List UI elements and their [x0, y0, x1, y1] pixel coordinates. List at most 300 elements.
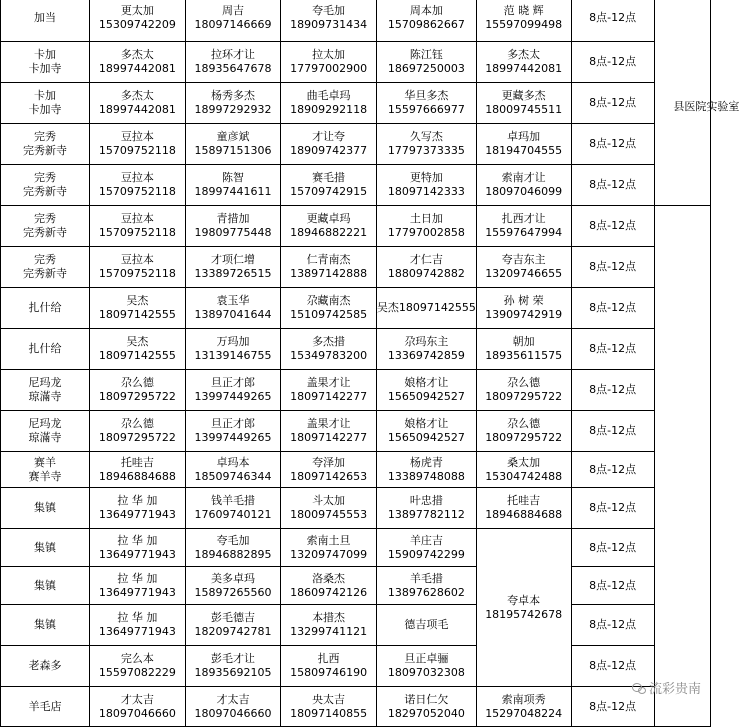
table-row [1, 687, 711, 727]
person-cell [281, 165, 377, 206]
person-phone: 13997449265 [194, 431, 272, 444]
person-phone: 15909742299 [387, 547, 465, 561]
person-phone: 15709752118 [98, 144, 176, 157]
location-cell [1, 83, 90, 124]
person-cell [376, 165, 476, 206]
table-row [1, 605, 711, 646]
person-cell [476, 370, 571, 411]
time-cell: 8点-12点 [571, 247, 654, 288]
person-name: 豆拉本 [120, 130, 154, 143]
person-phone: 18946884688 [98, 469, 176, 483]
person-cell [376, 567, 476, 605]
person-name: 陈智 [221, 171, 244, 184]
time-cell: 8点-12点 [571, 488, 654, 529]
person-name: 彭毛才让 [210, 652, 255, 665]
person-cell [281, 646, 377, 687]
person-phone: 13209747099 [290, 547, 368, 561]
person-phone: 18009745553 [290, 508, 368, 521]
person-name: 朝加 [512, 335, 535, 348]
location-text: 赛羊 [34, 455, 57, 469]
person-phone: 18097146669 [194, 18, 272, 31]
person-cell [185, 646, 281, 687]
person-name: 德吉项毛 [404, 618, 449, 631]
person-name: 豆拉本 [120, 253, 154, 266]
person-phone: 15709742915 [290, 185, 368, 198]
person-cell [376, 605, 476, 646]
person-name: 洛桑杰 [312, 571, 346, 585]
person-phone: 18997442081 [98, 103, 176, 116]
person-name: 娘格才让 [404, 417, 449, 430]
person-phone: 18097295722 [98, 431, 176, 444]
person-phone: 18935611575 [485, 349, 563, 362]
person-phone: 18935647678 [194, 62, 272, 75]
person-phone: 18297052040 [387, 706, 465, 720]
person-phone: 13209746655 [485, 267, 563, 280]
person-cell [185, 83, 281, 124]
person-cell [90, 206, 186, 247]
person-name: 更藏多杰 [501, 89, 546, 102]
person-name: 斗太加 [312, 494, 346, 507]
person-name: 尕么德 [507, 417, 541, 430]
person-cell [281, 247, 377, 288]
person-cell [185, 0, 281, 42]
person-cell [476, 329, 571, 370]
person-phone: 15597647994 [485, 226, 563, 239]
location-text: 集镇 [34, 501, 57, 514]
person-cell [476, 206, 571, 247]
side-label-cell [654, 0, 739, 206]
person-name: 夸卓本 [507, 593, 541, 607]
person-cell [185, 488, 281, 529]
table-row [1, 288, 711, 329]
location-text: 卡加寺 [28, 103, 62, 116]
person-phone: 15309742209 [98, 18, 176, 31]
person-cell [476, 247, 571, 288]
person-name: 土日加 [409, 212, 443, 225]
person-phone: 15597666977 [387, 103, 465, 116]
person-name: 旦正卓骊 [404, 652, 449, 665]
person-name: 央太吉 [312, 692, 346, 706]
person-name: 豆拉本 [120, 212, 154, 225]
person-cell [476, 452, 571, 488]
person-cell [476, 411, 571, 452]
person-cell [476, 687, 571, 727]
person-name: 托哇吉 [120, 455, 154, 469]
table-row [1, 488, 711, 529]
person-phone: 19809775448 [194, 226, 272, 239]
person-cell [90, 83, 186, 124]
table-row [1, 529, 711, 567]
person-cell [281, 42, 377, 83]
location-text: 加当 [34, 11, 57, 24]
person-cell [476, 83, 571, 124]
person-cell [90, 488, 186, 529]
table-row [1, 83, 711, 124]
location-cell [1, 687, 90, 727]
person-phone: 18909742377 [290, 144, 368, 157]
person-name: 夸毛加 [216, 533, 250, 547]
person-cell [376, 42, 476, 83]
person-cell [281, 370, 377, 411]
person-phone: 18097046660 [194, 706, 272, 720]
person-cell [376, 646, 476, 687]
time-cell: 8点-12点 [571, 411, 654, 452]
person-cell [376, 488, 476, 529]
person-cell [185, 452, 281, 488]
person-cell [185, 247, 281, 288]
location-cell [1, 452, 90, 488]
table-row [1, 370, 711, 411]
person-name: 华旦多杰 [404, 89, 449, 102]
person-cell [90, 165, 186, 206]
time-cell: 8点-12点 [571, 529, 654, 567]
person-phone: 15650942527 [387, 431, 465, 444]
time-cell: 8点-12点 [571, 567, 654, 605]
person-name: 更太加 [120, 4, 154, 17]
person-name: 夸吉东主 [501, 253, 546, 266]
location-text: 赛羊寺 [28, 469, 62, 483]
location-text: 完秀新寺 [23, 226, 68, 239]
location-cell [1, 247, 90, 288]
person-name: 拉环才让 [210, 48, 255, 61]
person-phone: 18097142277 [290, 390, 368, 403]
person-name: 旦正才郎 [210, 376, 255, 389]
person-cell [376, 329, 476, 370]
time-cell: 8点-12点 [571, 165, 654, 206]
person-cell [281, 567, 377, 605]
person-cell [281, 529, 377, 567]
person-name: 扎西 [317, 652, 340, 665]
person-name: 范 晓 辉 [503, 4, 544, 17]
person-cell [376, 452, 476, 488]
person-cell [185, 687, 281, 727]
person-cell [281, 488, 377, 529]
person-phone: 13369742859 [387, 349, 465, 362]
person-cell [281, 411, 377, 452]
person-cell [90, 42, 186, 83]
location-text: 卡加 [34, 89, 57, 102]
person-name: 更藏卓玛 [306, 212, 351, 225]
person-name: 卓玛本 [216, 455, 250, 469]
person-cell [185, 411, 281, 452]
person-name: 盖果才让 [306, 376, 351, 389]
person-phone: 13649771943 [98, 585, 176, 599]
person-cell [185, 329, 281, 370]
person-cell [185, 42, 281, 83]
person-phone: 15809746190 [290, 666, 368, 679]
person-phone: 18097142333 [387, 185, 465, 198]
person-name: 多杰太 [120, 89, 154, 102]
person-phone: 18097295722 [98, 390, 176, 403]
person-phone: 15304742488 [485, 469, 563, 483]
person-name: 尕么德 [120, 376, 154, 389]
person-cell [90, 529, 186, 567]
person-cell [376, 206, 476, 247]
person-phone: 13997449265 [194, 390, 272, 403]
person-phone: 18997441611 [194, 185, 272, 198]
person-name: 托哇吉 [507, 494, 541, 507]
person-cell [90, 452, 186, 488]
person-phone: 15709752118 [98, 267, 176, 280]
person-phone: 13649771943 [98, 625, 176, 638]
person-name: 桑太加 [507, 455, 541, 469]
person-cell [376, 529, 476, 567]
person-phone: 18009745511 [485, 103, 563, 116]
person-cell [281, 83, 377, 124]
person-phone: 13299741121 [290, 625, 368, 638]
person-cell [185, 206, 281, 247]
person-cell [185, 567, 281, 605]
person-phone: 18194704555 [485, 144, 563, 157]
person-phone: 13897142888 [290, 267, 368, 280]
person-phone: 18097140855 [290, 706, 368, 720]
time-cell: 8点-12点 [571, 42, 654, 83]
location-cell [1, 529, 90, 567]
person-phone: 15109742585 [290, 308, 368, 321]
person-cell [281, 687, 377, 727]
person-name: 盖果才让 [306, 417, 351, 430]
person-name: 完么本 [120, 652, 154, 665]
person-name: 卓玛加 [507, 130, 541, 143]
person-phone: 18609742126 [290, 585, 368, 599]
person-cell [476, 124, 571, 165]
location-text: 尼玛龙 [28, 417, 62, 430]
location-text: 完秀新寺 [23, 185, 68, 198]
location-cell [1, 288, 90, 329]
location-cell [1, 329, 90, 370]
person-phone: 18946882221 [290, 226, 368, 239]
table-row [1, 567, 711, 605]
person-cell [376, 370, 476, 411]
person-cell [376, 288, 476, 329]
location-text: 集镇 [34, 618, 57, 631]
person-cell [476, 288, 571, 329]
person-phone: 17797373335 [387, 144, 465, 157]
person-name: 周本加 [409, 4, 443, 17]
location-cell [1, 206, 90, 247]
location-text: 卡加 [34, 48, 57, 61]
side-blank-cell [654, 206, 710, 727]
location-cell [1, 488, 90, 529]
person-name: 娘格才让 [404, 376, 449, 389]
person-phone: 18097142555 [98, 308, 176, 321]
watermark [632, 678, 701, 697]
location-cell [1, 411, 90, 452]
person-phone: 18097295722 [485, 390, 563, 403]
time-cell: 8点-12点 [571, 0, 654, 42]
person-name: 更特加 [409, 171, 443, 184]
time-cell: 8点-12点 [571, 288, 654, 329]
person-phone: 18909731434 [290, 18, 368, 31]
person-name: 拉 华 加 [117, 611, 158, 624]
person-name: 豆拉本 [120, 171, 154, 184]
person-name: 才项仁增 [210, 253, 255, 266]
person-cell [376, 124, 476, 165]
person-cell [90, 370, 186, 411]
location-cell [1, 370, 90, 411]
person-cell [476, 488, 571, 529]
person-name: 索南才让 [501, 171, 546, 184]
time-cell: 8点-12点 [571, 370, 654, 411]
location-text: 完秀新寺 [23, 144, 68, 157]
person-cell [376, 411, 476, 452]
person-phone: 13649771943 [98, 508, 176, 521]
person-phone: 18097032308 [387, 666, 465, 679]
person-name: 本措杰 [312, 611, 346, 624]
person-name: 钱羊毛措 [210, 494, 255, 507]
person-phone: 13897782112 [387, 508, 465, 521]
person-cell [476, 42, 571, 83]
table-row [1, 206, 711, 247]
location-text: 完秀 [34, 171, 57, 184]
person-name: 扎西才让 [501, 212, 546, 225]
person-name: 赛毛措 [312, 171, 346, 184]
person-name: 拉 华 加 [117, 533, 158, 547]
person-cell [376, 687, 476, 727]
person-phone: 15349783200 [290, 349, 368, 362]
person-phone: 18946882895 [194, 547, 272, 561]
person-name: 尕么德 [120, 417, 154, 430]
location-text: 集镇 [34, 540, 57, 554]
table-row [1, 124, 711, 165]
person-cell [476, 165, 571, 206]
person-phone: 18997442081 [98, 62, 176, 75]
person-name: 孙 树 荣 [503, 294, 544, 307]
person-phone: 13139146755 [194, 349, 272, 362]
person-name: 杨秀多杰 [210, 89, 255, 102]
person-phone: 17609740121 [194, 508, 272, 521]
wechat-icon [632, 682, 646, 694]
person-cell [90, 124, 186, 165]
table-row [1, 0, 711, 42]
location-text: 完秀 [34, 130, 57, 143]
person-phone: 18809742882 [387, 267, 465, 280]
person-cell [281, 206, 377, 247]
person-name: 拉 华 加 [117, 494, 158, 507]
table-row [1, 165, 711, 206]
person-phone: 18097142653 [290, 469, 368, 483]
person-name: 多杰太 [507, 48, 541, 61]
person-phone: 15709752118 [98, 226, 176, 239]
location-cell [1, 0, 90, 42]
person-phone: 15597099498 [485, 18, 563, 31]
person-phone: 15597082229 [98, 666, 176, 679]
table-row [1, 646, 711, 687]
person-name: 彭毛德吉 [210, 611, 255, 624]
person-cell [90, 567, 186, 605]
side-label: 县医院实验室 [673, 100, 739, 113]
person-name: 旦正才郎 [210, 417, 255, 430]
location-cell [1, 42, 90, 83]
table-row [1, 411, 711, 452]
time-cell: 8点-12点 [571, 206, 654, 247]
time-cell: 8点-12点 [571, 605, 654, 646]
person-phone: 13897041644 [194, 308, 272, 321]
person-cell [281, 452, 377, 488]
person-cell [376, 247, 476, 288]
person-phone: 18097142555 [98, 349, 176, 362]
person-phone: 13909742919 [485, 308, 563, 321]
person-cell [281, 124, 377, 165]
person-name: 索南土旦 [306, 533, 351, 547]
location-text: 老森多 [28, 659, 62, 672]
person-phone: 17797002900 [290, 62, 368, 75]
person-phone: 18097046099 [485, 185, 563, 198]
person-phone: 18935692105 [194, 666, 272, 679]
location-cell [1, 646, 90, 687]
person-phone: 13389726515 [194, 267, 272, 280]
person-name: 袁玉华 [216, 294, 250, 307]
person-name: 万玛加 [216, 335, 250, 348]
time-cell: 8点-12点 [571, 124, 654, 165]
person-phone: 15650942527 [387, 390, 465, 403]
person-phone: 18097142277 [290, 431, 368, 444]
table-row [1, 452, 711, 488]
person-name: 才太吉 [120, 692, 154, 706]
watermark-text: 流彩贵南 [648, 682, 701, 697]
location-text: 集镇 [34, 578, 57, 592]
person-phone: 18697250003 [387, 62, 465, 75]
person-cell [90, 0, 186, 42]
person-name: 拉太加 [312, 48, 346, 61]
person-name: 尕么德 [507, 376, 541, 389]
person-name: 索南项秀 [501, 692, 546, 706]
person-cell [281, 0, 377, 42]
person-cell [90, 288, 186, 329]
person-name: 夸泽加 [312, 455, 346, 469]
person-phone: 18195742678 [485, 607, 563, 621]
person-phone: 13649771943 [98, 547, 176, 561]
person-cell [281, 605, 377, 646]
person-phone: 15709862667 [387, 18, 465, 31]
person-name: 多杰太 [120, 48, 154, 61]
person-phone: 18509746344 [194, 469, 272, 483]
time-cell: 8点-12点 [571, 329, 654, 370]
person-name: 尕玛东主 [404, 335, 449, 348]
person-name: 才仁吉 [409, 253, 443, 266]
person-cell [281, 288, 377, 329]
person-phone: 18909292118 [290, 103, 368, 116]
time-cell: 8点-12点 [571, 646, 654, 687]
location-text: 完秀 [34, 253, 57, 266]
table-row [1, 329, 711, 370]
person-name: 多杰措 [312, 335, 346, 348]
person-name: 美多卓玛 [210, 571, 255, 585]
table-row [1, 247, 711, 288]
person-phone: 18209742781 [194, 625, 272, 638]
location-cell [1, 567, 90, 605]
time-cell: 8点-12点 [571, 83, 654, 124]
person-name: 羊庄吉 [409, 533, 443, 547]
person-name: 才让夸 [312, 130, 346, 143]
location-text: 完秀 [34, 212, 57, 225]
location-cell [1, 605, 90, 646]
person-cell [185, 288, 281, 329]
location-text: 琼滿寺 [28, 390, 62, 403]
person-phone: 15709752118 [98, 185, 176, 198]
person-cell [281, 329, 377, 370]
person-name: 吴杰 [126, 335, 149, 348]
person-name: 吴杰 [126, 294, 149, 307]
person-cell [376, 0, 476, 42]
person-phone: 15297048224 [485, 706, 563, 720]
person-phone: 18997292932 [194, 103, 272, 116]
person-phone: 15897151306 [194, 144, 272, 157]
time-cell: 8点-12点 [571, 452, 654, 488]
person-name: 尕藏南杰 [306, 294, 351, 307]
person-cell [90, 247, 186, 288]
person-phone: 18997442081 [485, 62, 563, 75]
